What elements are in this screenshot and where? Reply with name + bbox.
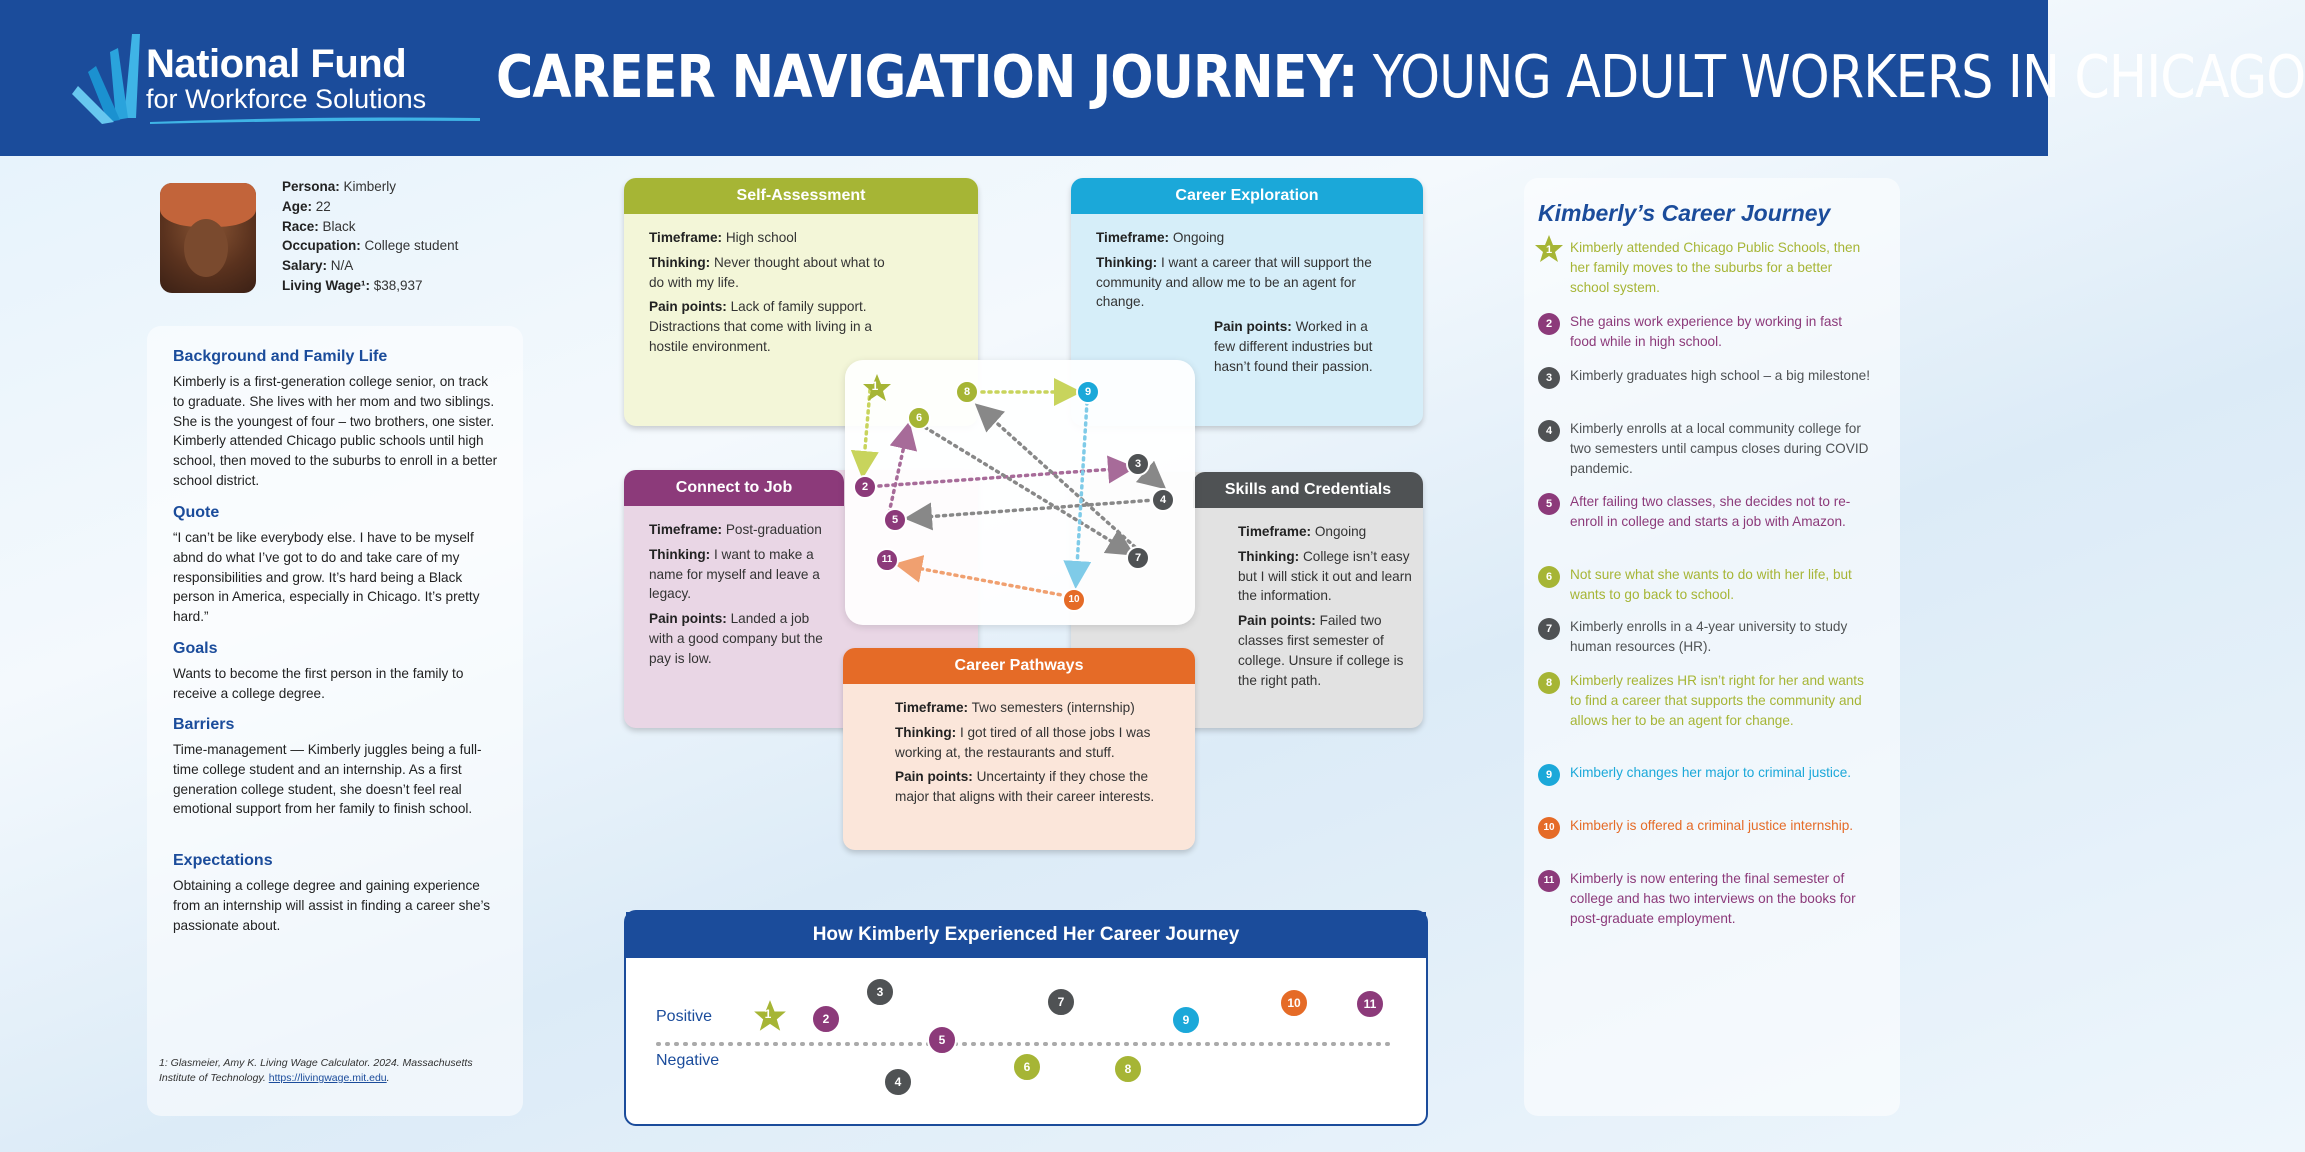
map-badge-3: 3 [1126, 452, 1150, 476]
self-assessment-title: Self-Assessment [624, 178, 978, 214]
quote-heading: Quote [173, 504, 220, 521]
connect-to-job-body: Timeframe: Post-graduation Thinking: I want to make a name for myself and leave a legacy. Pain points: Landed a job with a good company but the pay is low. [649, 522, 823, 666]
self-assessment-body: Timeframe: High school Thinking: Never thought about what to do with my life. Pain points: Lack of family support. Distractions that come with living in a hostile environment. [649, 230, 885, 354]
logo-name-line1: National Fund [146, 42, 407, 86]
career-exploration-body: Timeframe: Ongoing Thinking: I want a career that will support the community and allow me to be an agent for change. Pain points: Worked in a few different industries but hasn’t found their passion. [1096, 230, 1373, 374]
persona-info [282, 177, 458, 296]
map-badge-9: 9 [1076, 380, 1100, 404]
timeline-badge-8: 8 [1113, 1054, 1143, 1084]
logo-name-line2: for Workforce Solutions [146, 84, 427, 114]
journey-map [845, 360, 1195, 625]
career-pathways-card [843, 648, 1195, 850]
connect-to-job-title: Connect to Job [624, 470, 844, 506]
footnote-link[interactable]: https://livingwage.mit.edu [268, 1072, 387, 1084]
persona-row: Race: Black [282, 218, 356, 234]
map-badge-5: 5 [883, 508, 907, 532]
map-badge-4: 4 [1151, 488, 1175, 512]
expectations-heading: Expectations [173, 852, 273, 869]
map-star-1: 1 [862, 373, 888, 399]
skills-credentials-title: Skills and Credentials [1193, 472, 1423, 508]
barriers-text: Time-management — Kimberly juggles being a full-time college student and an internship. As a first generation college student, she doesn’t feel real emotional support from her family to finish school. [173, 742, 482, 817]
page-title: CAREER NAVIGATION JOURNEY: YOUNG ADULT WORKERS IN CHICAGO [496, 42, 2305, 111]
persona-row: Persona: Kimberly [282, 179, 397, 194]
background-text: Kimberly is a first-generation college senior, on track to graduate. She lives with her mom and two siblings. She is the youngest of four – two brothers, one sister. Kimberly attended Chicago public schools until high school, then moved to the suburbs to enroll in a better school district. [173, 374, 498, 488]
timeline-badge-5: 5 [927, 1025, 957, 1055]
background-heading: Background and Family Life [173, 348, 388, 365]
map-badge-8: 8 [955, 380, 979, 404]
barriers-heading: Barriers [173, 716, 235, 733]
positive-label: Positive [656, 1008, 713, 1025]
negative-label: Negative [656, 1052, 720, 1069]
logo-swoosh-icon [150, 116, 480, 124]
timeline-badge-6: 6 [1012, 1052, 1042, 1082]
map-badge-11: 11 [875, 548, 899, 572]
career-journey-title: Kimberly’s Career Journey [1538, 200, 1831, 226]
journey-map-arrows [845, 360, 1195, 625]
national-fund-logo [66, 30, 426, 130]
experience-title: How Kimberly Experienced Her Career Journey [626, 912, 1426, 958]
persona-details-panel [147, 326, 523, 1116]
career-journey-panel: Kimberly’s Career Journey 1 Kimberly attended Chicago Public Schools, then her family moves to the suburbs for a better school system. 2 She gains work experience by working in fast food while in high school. 3 Kimberly graduates high school – a big milestone! 4 Kimberly enrolls at a local community college for two semesters until campus closes during COVID pandemic. 5 After failing two classes, she decides not to re-enroll in college and starts a job with Amazon. 6 Not sure what she wants to do with her life, but wants to go back to school. 7 Kimberly enrolls in a 4-year university to study human resources (HR). 8 Kimberly realizes HR isn’t right for her and wants to find a career that supports the community and allows her to be an agent for change. 9 Kimberly changes her major to criminal justice. 10 Kimberly is offered a criminal justice internship. 11 Kimberly is now entering the final semester of college and has two interviews on the books for post-graduate employment. [1524, 178, 1900, 1116]
header [0, 0, 2305, 156]
career-exploration-title: Career Exploration [1071, 178, 1423, 214]
persona-row: Occupation: College student [282, 238, 459, 254]
logo-fan-icon [66, 30, 146, 126]
timeline-badge-9: 9 [1171, 1005, 1201, 1035]
map-badge-7: 7 [1126, 546, 1150, 570]
career-pathways-title: Career Pathways [843, 648, 1195, 684]
goals-heading: Goals [173, 640, 218, 657]
expectations-text: Obtaining a college degree and gaining experience from an internship will assist in finding a career she’s passionate about. [173, 878, 491, 933]
map-badge-6: 6 [907, 406, 931, 430]
timeline-badge-7: 7 [1046, 987, 1076, 1017]
goals-text: Wants to become the first person in the family to receive a college degree. [173, 666, 464, 701]
timeline-badge-3: 3 [865, 977, 895, 1007]
experience-timeline [624, 910, 1428, 1126]
persona-row: Salary: N/A [282, 258, 354, 274]
timeline-star-1: 1 [755, 1001, 781, 1027]
avatar [160, 183, 256, 293]
persona-row: Age: 22 [282, 198, 331, 214]
persona-row: Living Wage¹: $38,937 [282, 277, 423, 293]
career-pathways-body: Timeframe: Two semesters (internship) Thinking: I got tired of all those jobs I was working at, the restaurants and stuff. Pain points: Uncertainty if they chose the major that aligns with their career interests. [895, 700, 1155, 805]
timeline-badge-11: 11 [1355, 989, 1385, 1019]
timeline-baseline [626, 912, 1426, 1124]
quote-text: “I can’t be like everybody else. I have to be myself abnd do what I’ve got to do and take care of my responsibilities and grow. It’s hard being a Black person in America, especially in Chicago. It’s pretty hard.” [173, 530, 480, 625]
map-badge-10: 10 [1062, 588, 1086, 612]
map-badge-2: 2 [853, 475, 877, 499]
timeline-badge-2: 2 [811, 1004, 841, 1034]
timeline-badge-10: 10 [1279, 988, 1309, 1018]
star-icon: 1 [1534, 234, 1564, 264]
footnote: 1: Glasmeier, Amy K. Living Wage Calculator. 2024. Massachusetts Institute of Technology. https://livingwage.mit.edu. [159, 1057, 473, 1084]
skills-credentials-body: Timeframe: Ongoing Thinking: College isn’t easy but I will stick it out and learn the information. Pain points: Failed two classes first semester of college. Unsure if college is the right path. [1238, 524, 1412, 688]
timeline-badge-4: 4 [883, 1067, 913, 1097]
